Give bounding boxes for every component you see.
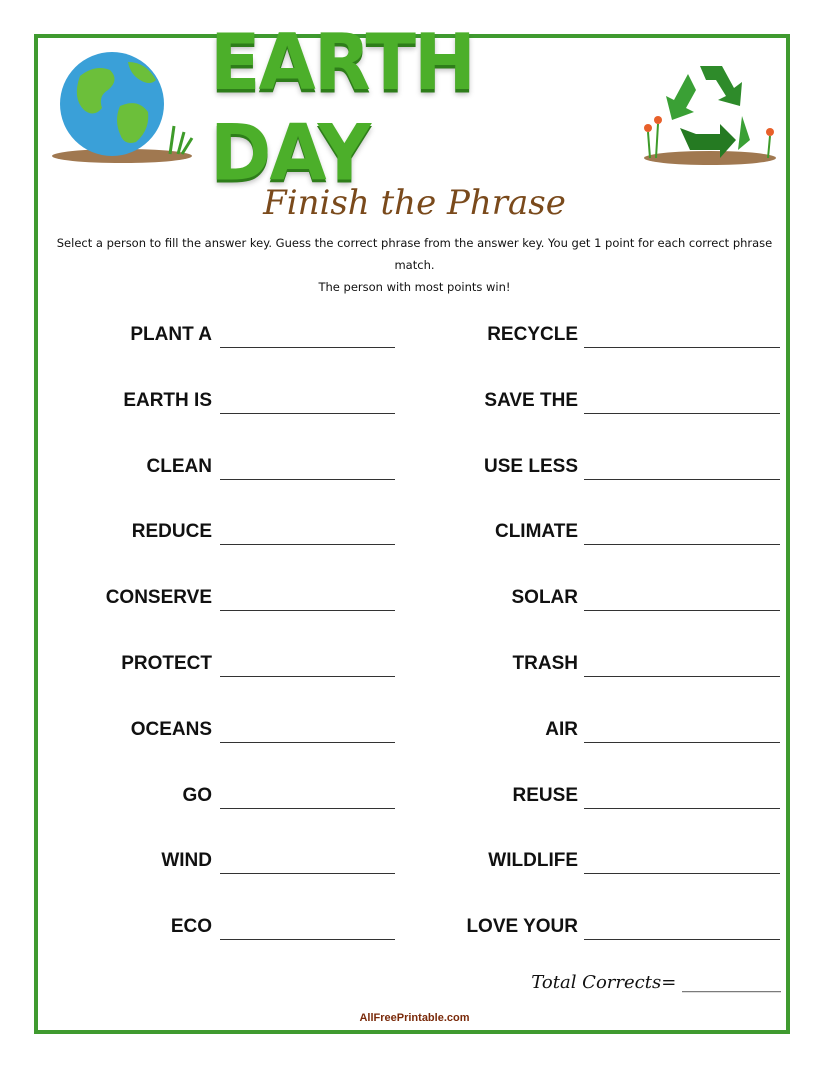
phrase-label: RECYCLE <box>487 324 578 345</box>
answer-line[interactable] <box>220 610 395 611</box>
page-subtitle: Finish the Phrase <box>263 183 566 223</box>
phrase-label: TRASH <box>512 652 578 674</box>
answer-line[interactable] <box>584 939 780 940</box>
answer-line[interactable] <box>584 676 780 677</box>
instructions-line-2: The person with most points win! <box>318 280 511 294</box>
phrase-label: EARTH IS <box>123 389 212 411</box>
answer-line[interactable] <box>220 742 395 743</box>
phrase-label: LOVE YOUR <box>466 916 578 938</box>
answer-line[interactable] <box>584 544 780 545</box>
phrase-label: AIR <box>545 718 578 740</box>
earth-globe-icon <box>50 46 200 166</box>
answer-line[interactable] <box>220 347 395 348</box>
phrase-label: WIND <box>161 850 212 872</box>
answer-line[interactable] <box>584 873 780 874</box>
phrase-label: USE LESS <box>484 455 578 477</box>
answer-line[interactable] <box>584 347 780 348</box>
phrase-label: GO <box>182 784 212 806</box>
answer-line[interactable] <box>220 413 395 414</box>
recycle-icon <box>630 54 780 170</box>
total-corrects: Total Corrects= ___________ <box>531 972 781 993</box>
phrase-label: OCEANS <box>130 718 212 740</box>
phrase-label: CLEAN <box>146 455 212 477</box>
phrase-label: PLANT A <box>130 324 212 345</box>
answer-line[interactable] <box>584 742 780 743</box>
phrase-label: WILDLIFE <box>488 850 578 872</box>
answer-line[interactable] <box>584 479 780 480</box>
instructions-line-1: Select a person to fill the answer key. Guess the correct phrase from the answer key. You get 1 point for each correct phrase match. <box>56 236 773 272</box>
phrase-label: CONSERVE <box>105 587 212 609</box>
answer-line[interactable] <box>220 873 395 874</box>
phrase-label: ECO <box>170 916 212 938</box>
answer-line[interactable] <box>220 676 395 677</box>
phrase-label: REDUCE <box>131 521 212 543</box>
answer-line[interactable] <box>584 808 780 809</box>
banner-title: EARTH DAY <box>210 17 474 199</box>
phrase-label: PROTECT <box>121 652 212 674</box>
answer-line[interactable] <box>220 479 395 480</box>
phrase-label: SAVE THE <box>484 389 578 411</box>
answer-line[interactable] <box>220 808 395 809</box>
answer-line[interactable] <box>584 413 780 414</box>
phrase-label: SOLAR <box>511 587 578 609</box>
answer-line[interactable] <box>584 610 780 611</box>
footer-credit: AllFreePrintable.com <box>359 1012 470 1024</box>
phrase-label: REUSE <box>512 784 578 806</box>
answer-line[interactable] <box>220 939 395 940</box>
answer-line[interactable] <box>220 544 395 545</box>
phrase-label: CLIMATE <box>494 521 578 543</box>
instructions <box>46 232 783 298</box>
